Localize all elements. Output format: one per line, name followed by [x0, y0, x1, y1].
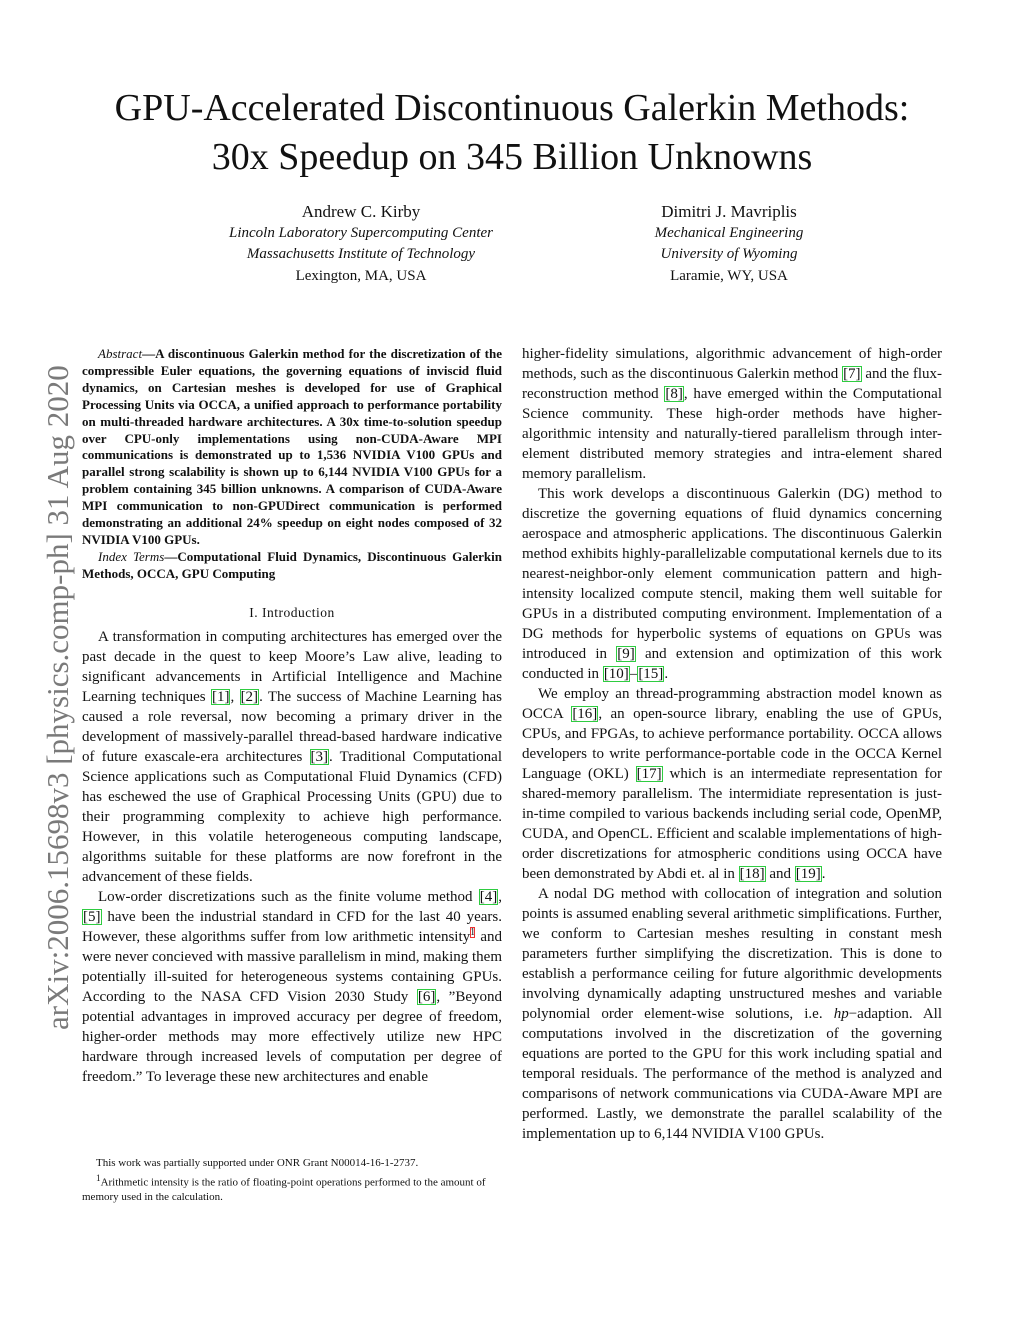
citation-link[interactable]: [8]: [665, 386, 683, 402]
citation-link[interactable]: [10]: [603, 666, 629, 682]
citation-link[interactable]: [19]: [795, 866, 821, 882]
footnote-link[interactable]: 1: [470, 926, 476, 938]
title-line-2: 30x Speedup on 345 Billion Unknowns: [211, 136, 813, 178]
citation-link[interactable]: [5]: [83, 908, 101, 925]
abstract: [82, 346, 502, 549]
citation-link[interactable]: [18]: [739, 866, 765, 882]
right-column: [522, 344, 942, 1144]
right-paragraph-4: A nodal DG method with collocation of integration and solution points is assumed enabling several arithmetic simplifications. Further, we conform to Cartesian meshes resulting in constant mesh parameters further simplifying the discretization. This is done to establish a performance ceiling for future algorithmic developments involving dynamically adapting unstructured meshes and variable polynomial order element-wise solutions, i.e. hp−adaption. All computations involved in the discretization of the governing equations are ported to the GPU for this work including spatial and temporal residuals. The performance of the method is analyzed and comparisons of network communications via CUDA-Aware MPI are performed. Lastly, we demonstrate the parallel scalability of the implementation up to 6,144 NVIDIA V100 GPUs.: [522, 886, 943, 1142]
citation-link[interactable]: [4]: [479, 888, 498, 905]
author-affiliation: Mechanical Engineering: [654, 224, 804, 241]
citation-link[interactable]: [7]: [843, 366, 861, 382]
citation-link[interactable]: [16]: [572, 706, 598, 722]
citation-link[interactable]: [15]: [638, 666, 664, 682]
citation-link[interactable]: [9]: [617, 646, 635, 662]
footnote-funding: This work was partially supported under ONR Grant N00014-16-1-2737.: [96, 1157, 419, 1169]
left-column: [82, 346, 502, 1087]
footnotes: [82, 1156, 502, 1204]
right-paragraph-1: higher-fidelity simulations, algorithmic advancement of high-order methods, such as the discontinuous Galerkin method [7] and the flux-reconstruction method [8], have emerged within the Computational Science community. These high-order methods have higher-algorithmic intensity and naturally-tiered parallelism through inter-element distributed memory strategies and intra-element shared memory parallelism.: [522, 346, 943, 482]
footnote-mark: 1: [96, 1172, 101, 1183]
right-paragraph-3: We employ an thread-programming abstraction model known as OCCA [16], an open-source library, enabling the use of GPUs, CPUs, and FPGAs, to achieve performance portability. OCCA allows developers to write performance-portable code in the OCCA Kernel Language (OKL) [17] which is an intermediate representation for shared-memory parallelism. The intermidiate representation is just-in-time compiled to various backends including serial code, OpenMP, CUDA, and OpenCL. Efficient and scalable implementations of high-order discretizations for atmospheric conditions using OCCA have been demonstrated by Abdi et. al in [18] and [19].: [522, 686, 942, 882]
author-affiliation: University of Wyoming: [660, 246, 798, 262]
author-block-2: [612, 201, 846, 287]
author-affiliation: Massachusetts Institute of Technology: [246, 246, 476, 262]
index-terms-text: —Computational Fluid Dynamics, Discontinuous Galerkin Methods, OCCA, GPU Computing: [82, 548, 503, 581]
section-heading: I. Introduction: [249, 604, 335, 620]
author-name: Dimitri J. Mavriplis: [661, 202, 797, 221]
abstract-label: Abstract: [98, 346, 143, 361]
index-terms-label: Index Terms: [98, 548, 165, 564]
author-affiliation: Lincoln Laboratory Supercomputing Center: [228, 224, 494, 241]
citation-link[interactable]: [1]: [211, 688, 230, 705]
math-hp: hp: [833, 1006, 849, 1022]
intro-paragraph-1: A transformation in computing architectures has emerged over the past decade in the quest to keep Moore’s Law alive, leading to significant advancements in Artificial Intelligence and Machine Learning techniques [1], [2]. The success of Machine Learning has caused a role reversal, now becoming a primary driver in the development of massively-parallel thread-based hardware indicative of future exascale-era architectures [3]. Traditional Computational Science applications such as Computational Fluid Dynamics (CFD) has eschewed the use of Graphical Processing Units (GPU) due to their programming complexity to achieve high performance. However, in this volatile heterogeneous computing landscape, algorithms suitable for these platforms are now forefront in the advancement of these fields.: [82, 628, 502, 885]
citation-link[interactable]: [3]: [310, 748, 328, 765]
citation-link[interactable]: [2]: [240, 688, 259, 705]
title-line-1: GPU-Accelerated Discontinuous Galerkin Methods:: [114, 87, 910, 129]
arxiv-side-label: arXiv:2006.15698v3 [physics.comp-ph] 31 Aug 2020: [40, 365, 75, 1030]
author-location: Laramie, WY, USA: [670, 267, 788, 284]
intro-paragraph-2: Low-order discretizations such as the finite volume method [4], [5] have been the industrial standard in CFD for the last 40 years. However, these algorithms suffer from low arithmetic intensity$^1$ and were never concieved with massive parallelism in mind, making them potentially ill-suited for heterogeneous systems containing GPUs. According to the NASA CFD Vision 2030 Study [6], ”Beyond potential advantages in improved accuracy per degree of freedom, higher-order methods may more effectively utilize new HPC hardware through increased levels of computation per degree of freedom.” To leverage these new architectures and enable: [82, 888, 502, 1085]
right-paragraph-2: This work develops a discontinuous Galerkin (DG) method to discretize the governing equations of fluid dynamics concerning aerospace and atmospheric applications. The discontinuous Galerkin method exhibits highly-parallelizable computational kernels due to its nearest-neighbor-only element communication pattern and high-intensity localized compute stencil, making them well suitable for GPUs in a distributed computing environment. Implementation of a DG methods for hyperbolic systems of equations on GPUs was introduced in [9] and extension and optimization of this work conducted in [10]–[15].: [522, 486, 942, 682]
author-location: Lexington, MA, USA: [295, 267, 427, 284]
author-block-1: [208, 201, 514, 287]
footnote-1: $^1$Arithmetic intensity is the ratio of floating-point operations performed to the amount of memory used in the calculation.: [82, 1172, 486, 1203]
index-terms: [82, 549, 502, 583]
citation-link[interactable]: [17]: [636, 766, 662, 782]
citation-link[interactable]: [6]: [417, 988, 436, 1005]
author-name: Andrew C. Kirby: [301, 202, 421, 221]
abstract-text: —A discontinuous Galerkin method for the discretization of the compressible Euler equations, the governing equations of inviscid fluid dynamics, on Cartesian meshes is developed for use of Graphical Processing Units via OCCA, a unified approach to performance portability on multi-threaded hardware architectures. A 30x time-to-solution speedup over CPU-only implementations using non-CUDA-Aware MPI communications is demonstrated up to 1,536 NVIDIA V100 GPUs and parallel strong scalability is shown up to 6,144 NVIDIA V100 GPUs for a problem containing 345 billion unknowns. A comparison of CUDA-Aware MPI communication to non-GPUDirect communication is performed demonstrating an additional 24% speedup on eight nodes composed of 32 NVIDIA V100 GPUs.: [82, 346, 502, 547]
paper-title: [80, 84, 944, 182]
